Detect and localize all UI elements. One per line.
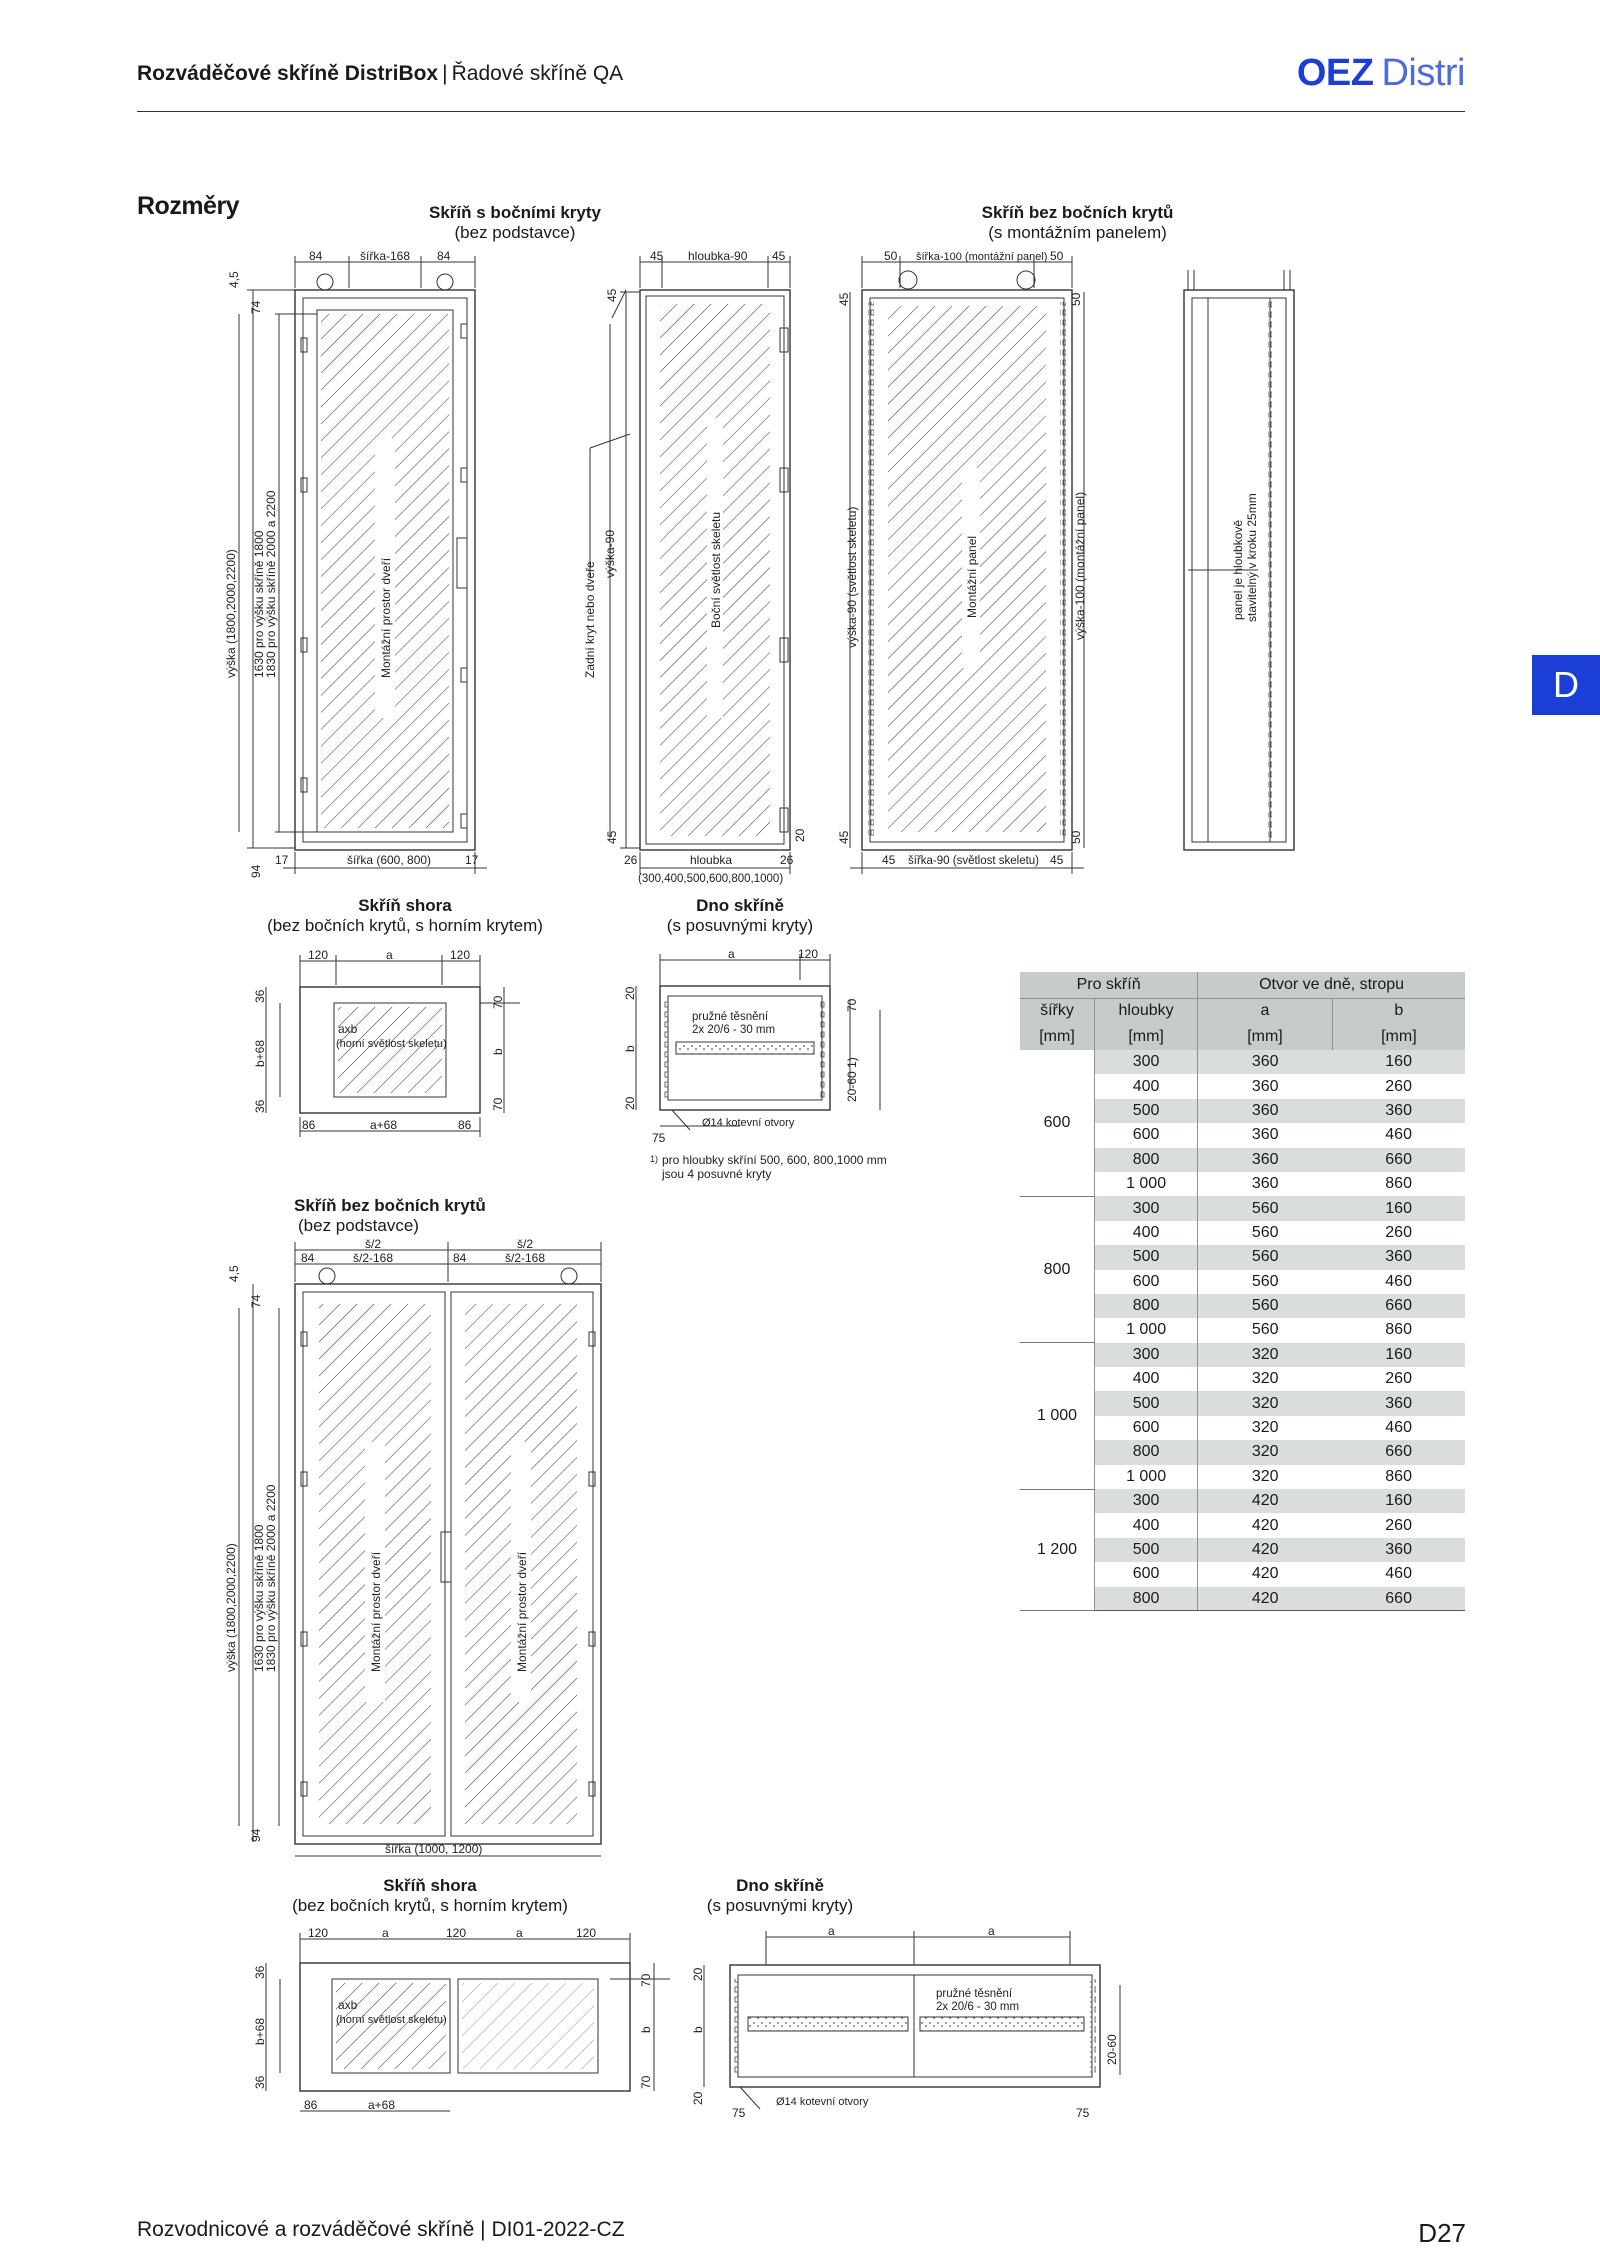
cell-depth: 500 [1095, 1391, 1198, 1415]
cell-a: 320 [1251, 1419, 1279, 1437]
cell-b: 660 [1332, 1440, 1465, 1464]
cell-depth: 1 000 [1095, 1465, 1198, 1489]
dim-70-bottom: 70 [639, 2075, 653, 2089]
dim-17-right: 17 [465, 853, 479, 867]
cell-width: 600 [1020, 1050, 1095, 1196]
dim-84-a: 84 [301, 1251, 315, 1265]
cell-depth: 300 [1095, 1343, 1198, 1367]
header-separator: | [442, 62, 448, 85]
col-width-header: šířky [1020, 998, 1095, 1024]
dim-b: b [623, 1045, 637, 1052]
dim-45-bottom-left: 45 [882, 853, 896, 867]
dim-width-168: šířka-168 [360, 249, 411, 263]
label-height-100-panel: výška-100 (montážní panel) [1073, 491, 1087, 640]
dim-70-top: 70 [491, 995, 505, 1009]
label-axb: axb [338, 1022, 358, 1036]
cell-a: 360 [1198, 1148, 1333, 1172]
dim-74: 74 [249, 1294, 263, 1308]
oez-distri-logo [1297, 52, 1465, 95]
dim-74: 74 [249, 300, 263, 314]
label-mounting-space-right: Montážní prostor dveří [515, 1551, 529, 1672]
cell-b: 460 [1385, 1272, 1412, 1290]
opening-dimensions-table [1020, 972, 1465, 1611]
label-mounting-space: Montážní prostor dveří [379, 557, 393, 678]
cell-depth: 600 [1095, 1270, 1198, 1294]
dim-26-left: 26 [624, 853, 638, 867]
label-1830: 1830 pro výšku skříně 2000 a 2200 [264, 490, 278, 678]
dim-84-b: 84 [453, 1251, 467, 1265]
dim-width-100: šířka-100 (montážní panel) [916, 251, 1048, 263]
top-view-1-drawing [250, 945, 505, 1145]
cell-a: 360 [1198, 1050, 1333, 1074]
caption-subtitle: (s posuvnými kryty) [706, 1896, 854, 1915]
cell-b: 460 [1385, 1565, 1412, 1583]
dim-20-bottom: 20 [691, 2091, 705, 2105]
label-anchor-holes: Ø14 kotevní otvory [776, 2096, 869, 2108]
dim-36-bottom: 36 [253, 2075, 267, 2089]
dim-120-a: 120 [308, 1926, 329, 1940]
dim-120-b: 120 [446, 1926, 467, 1940]
label-mounting-space-left: Montážní prostor dveří [369, 1551, 383, 1672]
cell-depth: 400 [1095, 1367, 1198, 1391]
cell-b: 660 [1332, 1148, 1465, 1172]
col-width-unit: [mm] [1020, 1024, 1095, 1050]
dim-45-top: 45 [837, 292, 851, 306]
cell-depth: 500 [1095, 1099, 1198, 1123]
dim-half-width-right: š/2 [517, 1237, 534, 1251]
dim-36-top: 36 [253, 1965, 267, 1979]
cell-b: 260 [1385, 1370, 1412, 1388]
cell-b: 860 [1385, 1321, 1412, 1339]
label-side-clearance: Boční světlost skeletu [709, 511, 723, 628]
dim-a-68: a+68 [368, 2098, 396, 2112]
table-row [1020, 1196, 1465, 1220]
caption-subtitle: (s posuvnými kryty) [666, 916, 814, 935]
double-front-drawing [225, 1232, 625, 1872]
dim-50-right: 50 [1050, 249, 1064, 263]
header-title [137, 62, 623, 86]
label-height: výška (1800,2000,2200) [224, 1543, 238, 1672]
dim-50-left: 50 [884, 249, 898, 263]
dim-70-bottom: 70 [491, 1097, 505, 1111]
note-mark: 1) [650, 1154, 659, 1164]
dim-a-1: a [382, 1926, 389, 1940]
cell-b: 660 [1332, 1587, 1465, 1611]
dim-b: b [691, 2026, 705, 2033]
table-row [1020, 1489, 1465, 1513]
cell-a: 360 [1251, 1175, 1279, 1193]
dim-4-5: 4,5 [227, 271, 241, 288]
front-view-drawing [225, 248, 505, 878]
label-anchor-holes: Ø14 kotevní otvory [702, 1117, 795, 1129]
cell-a: 320 [1198, 1440, 1333, 1464]
cell-a: 360 [1198, 1099, 1333, 1123]
dim-86-right: 86 [458, 1118, 472, 1132]
cell-b: 260 [1385, 1516, 1412, 1534]
cell-depth: 600 [1095, 1123, 1198, 1147]
label-mounting-panel: Montážní panel [965, 535, 979, 618]
page-header [137, 52, 1465, 112]
cell-a: 560 [1198, 1245, 1333, 1269]
dim-50-top: 50 [1069, 292, 1083, 306]
cell-b: 360 [1332, 1099, 1465, 1123]
dim-70-top: 70 [639, 1973, 653, 1987]
dim-45-right: 45 [772, 249, 786, 263]
dim-17-left: 17 [275, 853, 289, 867]
dim-width-1000-1200: šířka (1000, 1200) [385, 1842, 483, 1856]
dim-26-right: 26 [780, 853, 794, 867]
label-seal-dim: 2x 20/6 - 30 mm [936, 2001, 1020, 2013]
dim-120-left: 120 [308, 948, 329, 962]
note-line-2: jsou 4 posuvné kryty [662, 1167, 772, 1181]
dim-120: 120 [798, 947, 819, 961]
cell-a: 360 [1251, 1077, 1279, 1095]
cell-width: 1 200 [1020, 1489, 1095, 1611]
col-a-header: a [1198, 998, 1333, 1024]
dim-b: b [639, 2026, 653, 2033]
label-1630: 1630 pro výšku skříně 1800 [252, 1524, 266, 1672]
dim-b-68: b+68 [253, 1039, 267, 1067]
label-1630: 1630 pro výšku skříně 1800 [252, 530, 266, 678]
cell-a: 320 [1251, 1467, 1279, 1485]
label-back-cover: Zadní kryt nebo dveře [583, 561, 597, 678]
dim-4-5: 4,5 [227, 1265, 241, 1282]
cell-a: 320 [1198, 1391, 1333, 1415]
dim-45-bottom: 45 [837, 830, 851, 844]
dim-20-60: 20-60 1) [845, 1057, 859, 1102]
dim-120-right: 120 [450, 948, 471, 962]
dim-a: a [728, 947, 735, 961]
label-panel-adjust-2: stavitelný v kroku 25mm [1245, 493, 1259, 622]
label-axb: axb [338, 1998, 358, 2012]
label-height-90-clearance: výška-90 (světlost skeletu) [845, 506, 859, 648]
label-height: výška (1800,2000,2200) [224, 549, 238, 678]
caption-title: Skříň s bočními kryty [429, 203, 601, 222]
caption-top-view-1 [245, 896, 565, 936]
cell-width: 800 [1020, 1196, 1095, 1342]
dim-120-c: 120 [576, 1926, 597, 1940]
cell-depth: 300 [1095, 1050, 1198, 1074]
cell-depth: 800 [1095, 1148, 1198, 1172]
cell-depth: 600 [1095, 1416, 1198, 1440]
footer-text: Rozvodnicové a rozváděčové skříně | DI01-2022-CZ [137, 2218, 625, 2241]
dim-a-2: a [988, 1924, 995, 1938]
cell-b: 160 [1332, 1050, 1465, 1074]
caption-bottom-view-2 [680, 1876, 880, 1916]
cell-depth: 500 [1095, 1245, 1198, 1269]
dim-75: 75 [652, 1131, 666, 1145]
dim-84-right: 84 [437, 249, 451, 263]
cell-a: 420 [1198, 1489, 1333, 1513]
cell-depth: 300 [1095, 1489, 1198, 1513]
caption-title: Skříň shora [383, 1876, 477, 1895]
label-panel-adjust-1: panel je hloubkově [1231, 519, 1245, 620]
cell-depth: 1 000 [1095, 1172, 1198, 1196]
table-body [1020, 1050, 1465, 1611]
dim-20-top: 20 [623, 986, 637, 1000]
caption-subtitle: (s montážním panelem) [988, 223, 1167, 242]
caption-subtitle: (bez podstavce) [454, 223, 576, 242]
dim-75-left: 75 [732, 2106, 746, 2120]
col-b-unit: [mm] [1332, 1024, 1465, 1050]
side-view-drawing [580, 248, 820, 885]
caption-double-front [294, 1196, 524, 1236]
dim-75-right: 75 [1076, 2106, 1090, 2120]
caption-panel-view [945, 203, 1210, 243]
table-group-opening: Otvor ve dně, stropu [1198, 972, 1465, 998]
cell-width: 1 000 [1020, 1343, 1095, 1489]
caption-subtitle: (bez podstavce) [298, 1216, 419, 1235]
cell-a: 560 [1198, 1294, 1333, 1318]
cell-a: 420 [1198, 1587, 1333, 1611]
dim-36-bottom: 36 [253, 1099, 267, 1113]
depth-panel-drawing [1168, 260, 1318, 880]
table-row [1020, 1343, 1465, 1367]
cell-b: 260 [1385, 1223, 1412, 1241]
cell-a: 560 [1198, 1196, 1333, 1220]
caption-title: Dno skříně [696, 896, 784, 915]
dim-70: 70 [845, 998, 859, 1012]
caption-title: Skříň shora [358, 896, 452, 915]
note-line-1: pro hloubky skříní 500, 600, 800,1000 mm [662, 1153, 887, 1167]
dim-half-168-left: š/2-168 [353, 1251, 394, 1265]
cell-a: 560 [1251, 1223, 1279, 1241]
label-top-clearance: (horní světlost skeletu) [336, 2014, 447, 2026]
dim-20: 20 [793, 828, 807, 842]
cell-b: 460 [1385, 1419, 1412, 1437]
cell-b: 360 [1332, 1538, 1465, 1562]
dim-20-60: 20-60 [1105, 2034, 1119, 2065]
caption-title: Skříň bez bočních krytů [981, 203, 1174, 222]
dim-84-left: 84 [309, 249, 323, 263]
caption-subtitle: (bez bočních krytů, s horním krytem) [292, 1896, 568, 1915]
cell-b: 460 [1385, 1126, 1412, 1144]
label-top-clearance: (horní světlost skeletu) [336, 1038, 447, 1050]
cell-a: 320 [1198, 1343, 1333, 1367]
dim-half-width-left: š/2 [365, 1237, 382, 1251]
col-depth-unit: [mm] [1095, 1024, 1198, 1050]
dim-94: 94 [249, 864, 263, 878]
logo-main: OEZ [1296, 52, 1374, 94]
cell-b: 860 [1385, 1467, 1412, 1485]
label-seal: pružné těsnění [936, 1988, 1013, 2000]
dim-a-2: a [516, 1926, 523, 1940]
caption-title: Dno skříně [736, 1876, 824, 1895]
dim-50-bottom: 50 [1069, 830, 1083, 844]
dim-20-bottom: 20 [623, 1096, 637, 1110]
cell-b: 360 [1332, 1391, 1465, 1415]
cell-depth: 400 [1095, 1513, 1198, 1537]
section-title: Rozměry [137, 192, 240, 220]
cell-a: 560 [1251, 1321, 1279, 1339]
header-title-normal: Řadové skříně QA [451, 62, 624, 85]
chapter-tab: D [1532, 655, 1600, 715]
cell-depth: 500 [1095, 1538, 1198, 1562]
table-row [1020, 1050, 1465, 1074]
caption-top-view-2 [270, 1876, 590, 1916]
dim-86: 86 [304, 2098, 318, 2112]
cell-a: 420 [1198, 1538, 1333, 1562]
dim-a-68: a+68 [370, 1118, 398, 1132]
panel-view-drawing [837, 248, 1090, 878]
table-group-cabinet: Pro skříň [1020, 972, 1198, 998]
bottom-view-1-drawing [610, 940, 910, 1180]
top-view-2-drawing [250, 1925, 653, 2125]
dim-a: a [386, 948, 393, 962]
page-number: D27 [1418, 2218, 1466, 2248]
label-1830: 1830 pro výšku skříně 2000 a 2200 [264, 1484, 278, 1672]
cell-depth: 800 [1095, 1294, 1198, 1318]
dim-b-68: b+68 [253, 2017, 267, 2045]
dim-86-left: 86 [302, 1118, 316, 1132]
cell-depth: 400 [1095, 1074, 1198, 1098]
caption-title: Skříň bez bočních krytů [294, 1196, 486, 1215]
col-b-header: b [1332, 998, 1465, 1024]
dim-36-top: 36 [253, 989, 267, 1003]
cell-b: 160 [1332, 1343, 1465, 1367]
dim-half-168-right: š/2-168 [505, 1251, 546, 1265]
label-height-90: výška-90 [603, 529, 617, 578]
dim-width-600-800: šířka (600, 800) [347, 853, 432, 867]
dim-20-top: 20 [691, 1967, 705, 1981]
cell-a: 560 [1251, 1272, 1279, 1290]
cell-a: 420 [1251, 1516, 1279, 1534]
label-seal: pružné těsnění [692, 1011, 769, 1023]
cell-b: 660 [1332, 1294, 1465, 1318]
cell-depth: 1 000 [1095, 1318, 1198, 1342]
dim-b: b [491, 1048, 505, 1055]
dim-a-1: a [828, 1924, 835, 1938]
col-a-unit: [mm] [1198, 1024, 1333, 1050]
col-depth-header: hloubky [1095, 998, 1198, 1024]
caption-front-view [400, 203, 630, 243]
cell-b: 860 [1385, 1175, 1412, 1193]
label-seal-dim: 2x 20/6 - 30 mm [692, 1024, 776, 1036]
cell-b: 160 [1332, 1489, 1465, 1513]
dim-94: 94 [249, 1828, 263, 1842]
bottom-view-2-drawing [680, 1925, 1140, 2125]
cell-a: 360 [1251, 1126, 1279, 1144]
caption-bottom-view-1 [640, 896, 840, 936]
dim-45-bottom-right: 45 [1050, 853, 1064, 867]
cell-depth: 400 [1095, 1221, 1198, 1245]
cell-b: 160 [1332, 1196, 1465, 1220]
dim-45-left: 45 [650, 249, 664, 263]
dim-45-top: 45 [605, 288, 619, 302]
cell-b: 260 [1385, 1077, 1412, 1095]
cell-depth: 800 [1095, 1440, 1198, 1464]
logo-sub: Distri [1381, 52, 1465, 94]
cell-depth: 800 [1095, 1587, 1198, 1611]
dim-depth: hloubka [690, 853, 733, 867]
dim-45-bottom: 45 [605, 830, 619, 844]
cell-a: 420 [1251, 1565, 1279, 1583]
cell-depth: 300 [1095, 1196, 1198, 1220]
depth-values: (300,400,500,600,800,1000) [638, 873, 784, 885]
cell-depth: 600 [1095, 1562, 1198, 1586]
dim-width-90-clearance: šířka-90 (světlost skeletu) [908, 855, 1040, 867]
dim-depth-90: hloubka-90 [688, 249, 748, 263]
caption-subtitle: (bez bočních krytů, s horním krytem) [267, 916, 543, 935]
header-title-bold: Rozváděčové skříně DistriBox [137, 62, 439, 85]
cell-a: 320 [1251, 1370, 1279, 1388]
cell-b: 360 [1332, 1245, 1465, 1269]
